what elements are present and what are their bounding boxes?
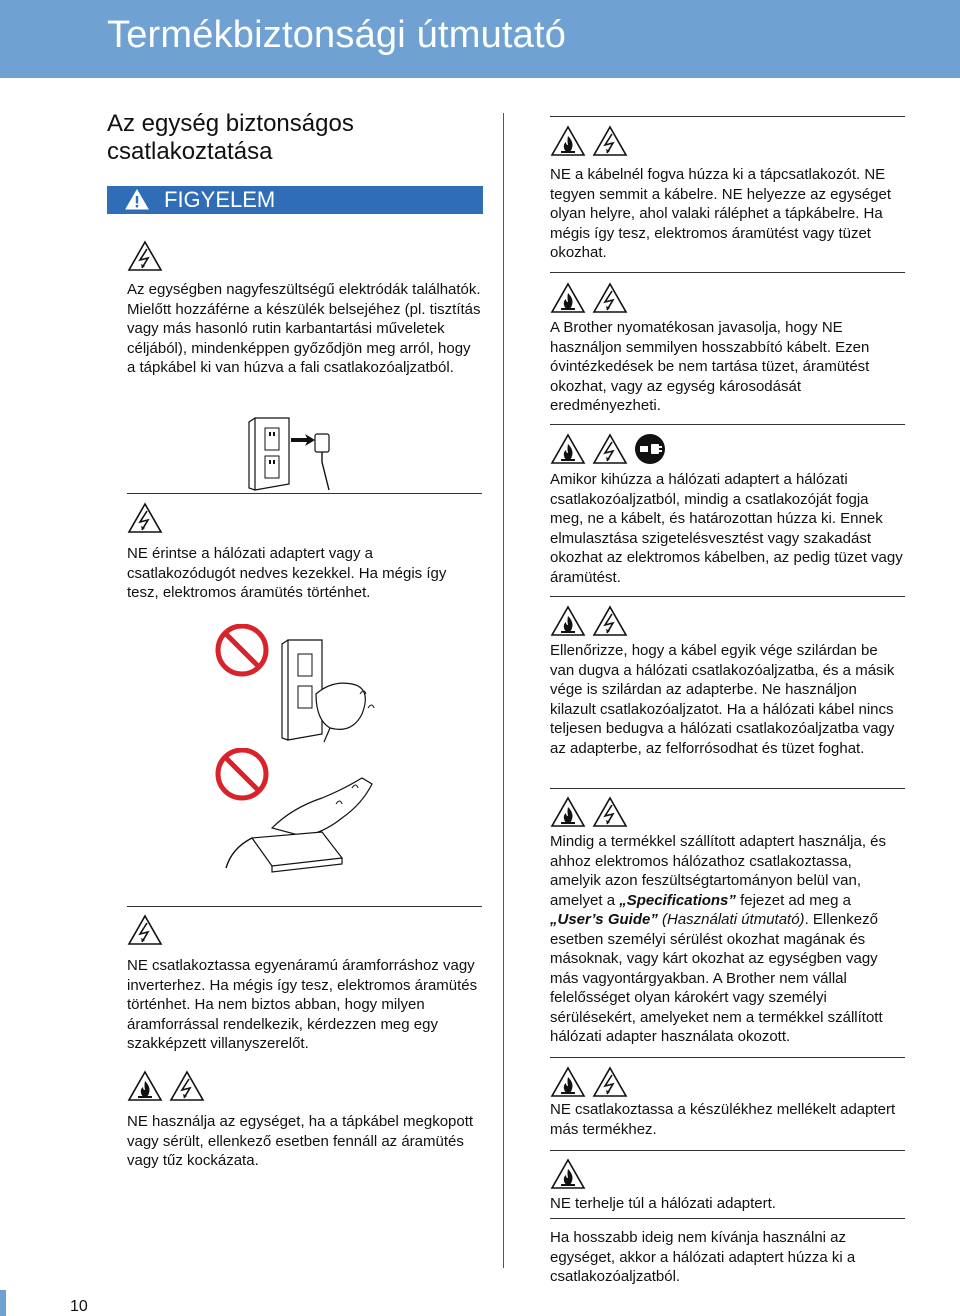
divider — [127, 906, 482, 907]
fire-hazard-icon — [550, 1158, 586, 1190]
divider — [550, 272, 905, 273]
users-guide-hungarian: (Használati útmutató) — [657, 911, 805, 928]
hazard-icons — [550, 433, 666, 465]
right-paragraph-6: NE csatlakoztassa a készülékhez mellékelt adaptert más termékhez. — [550, 1101, 896, 1138]
divider — [550, 1150, 905, 1151]
warning-label: FIGYELEM — [164, 187, 276, 212]
electric-shock-icon — [592, 125, 628, 157]
page-number: 10 — [70, 1298, 88, 1315]
wet-hand-plug-illustration — [212, 624, 392, 744]
hazard-icons — [550, 1158, 586, 1190]
divider — [550, 788, 905, 789]
warning-banner — [107, 186, 483, 214]
specifications-reference: „Specifications” — [619, 891, 736, 909]
left-paragraph-3: NE csatlakoztassa egyenáramú áramforráshoz vagy inverterhez. Ha mégis így tesz, elektromos áramütés történhet. Ha nem biztos abban, hogy milyen áramforrással rendelkezik, kérdezzen meg egy szakképzett villanyszerelőt. — [127, 957, 478, 1052]
electric-shock-icon — [127, 240, 163, 272]
fire-hazard-icon — [550, 1066, 586, 1098]
header-banner — [0, 0, 960, 78]
fire-hazard-icon — [550, 433, 586, 465]
hazard-icons — [127, 502, 163, 534]
electric-shock-icon — [592, 605, 628, 637]
hazard-icons — [550, 1066, 628, 1098]
hazard-icons — [127, 240, 163, 272]
users-guide-reference: „User’s Guide” — [550, 911, 658, 928]
left-paragraph-1: Az egységben nagyfeszültségű elektródák találhatók. Mielőtt hozzáférne a készülék belsejéhez (pl. tisztítás vagy más hasonló rutin karbantartási műveletek céljából), mindenképpen győződjön meg arról, hogy a tápkábel ki van húzva a fali csatlakozóaljzatból. — [127, 281, 481, 376]
divider — [550, 1057, 905, 1058]
hazard-icons — [550, 282, 628, 314]
fire-hazard-icon — [127, 1070, 163, 1102]
electric-shock-icon — [592, 433, 628, 465]
hazard-icons — [550, 605, 628, 637]
section-title: Az egység biztonságos csatlakoztatása — [107, 110, 354, 165]
divider — [550, 596, 905, 597]
electric-shock-icon — [592, 1066, 628, 1098]
unplug-mandatory-icon — [634, 433, 666, 465]
hazard-icons — [550, 125, 628, 157]
unplug-illustration — [245, 414, 365, 494]
electric-shock-icon — [169, 1070, 205, 1102]
right-paragraph-2: A Brother nyomatékosan javasolja, hogy NE használjon semmilyen hosszabbító kábelt. Ezen óvintézkedések be nem tartása tüzet, áramütést okozhat, vagy az egység károsodását eredményezheti. — [550, 319, 870, 414]
right-paragraph-1: NE a kábelnél fogva húzza ki a tápcsatlakozót. NE tegyen semmit a kábelre. NE helyezze az egységet olyan helyre, ahol valaki ráléphet a tápkábelre. Ha mégis így tesz, elektromos áramütést vagy tüzet okozhat. — [550, 166, 892, 261]
right-paragraph-3: Amikor kihúzza a hálózati adaptert a hálózati csatlakozóaljzatból, mindig a csatlakozóját fogja meg, ne a kábelt, és határozottan húzza ki. Ennek elmulasztása szigetelésvesztést vagy szakadást okozhat az elektromos kábelben, az pedig tüzet vagy áramütést. — [550, 471, 903, 586]
fire-hazard-icon — [550, 125, 586, 157]
warning-triangle-icon — [125, 189, 149, 210]
right-paragraph-4: Ellenőrizze, hogy a kábel egyik vége szilárdan be van dugva a hálózati csatlakozóaljzatba, és a másik vége is szilárdan az adapterbe. Ne használjon kilazult csatlakozóaljzatot. Ha a hálózati kábel nincs teljesen bedugva a hálózati csatlakozóaljzatba vagy az adapterbe, az felforrósodhat és tüzet foghat. — [550, 642, 895, 757]
right-paragraph-5 — [550, 832, 905, 1047]
electric-shock-icon — [127, 502, 163, 534]
paragraph-text: fejezet ad meg a — [735, 891, 851, 909]
left-paragraph-2: NE érintse a hálózati adaptert vagy a csatlakozódugót nedves kezekkel. Ha mégis így tesz, elektromos áramütés történhet. — [127, 545, 447, 601]
hazard-icons — [550, 796, 628, 828]
electric-shock-icon — [592, 282, 628, 314]
page-title: Termékbiztonsági útmutató — [107, 14, 567, 56]
fire-hazard-icon — [550, 796, 586, 828]
right-paragraph-7: NE terhelje túl a hálózati adaptert. — [550, 1195, 776, 1212]
hazard-icons — [127, 914, 163, 946]
divider — [550, 1218, 905, 1219]
fire-hazard-icon — [550, 282, 586, 314]
page-tab — [0, 1290, 6, 1316]
right-paragraph-8: Ha hosszabb ideig nem kívánja használni az egységet, akkor a hálózati adaptert húzza ki a csatlakozóaljzatból. — [550, 1229, 856, 1285]
left-paragraph-4: NE használja az egységet, ha a tápkábel megkopott vagy sérült, ellenkező esetben fennáll az áramütés vagy tűz kockázata. — [127, 1113, 474, 1169]
wet-hand-adapter-illustration — [212, 748, 392, 882]
electric-shock-icon — [127, 914, 163, 946]
fire-hazard-icon — [550, 605, 586, 637]
divider — [127, 493, 482, 494]
electric-shock-icon — [592, 796, 628, 828]
column-divider — [503, 113, 504, 1268]
paragraph-text: Mindig a termékkel szállított adaptert használja, és ahhoz elektromos hálózathoz csatlakoztassa, amelyik azon feszültségtartományon belül van, amelyet a — [550, 833, 886, 909]
divider — [550, 116, 905, 117]
paragraph-text: . Ellenkező esetben személyi sérülést okozhat magának és másoknak, vagy kárt okozhat az egységben vagy más vagyontárgyakban. A Brother nem vállal felelősséget olyan károkért vagy személyi sérülésekért, amelyeket nem a termékkel szállított hálózati adapter használata okozott. — [550, 911, 883, 1045]
divider — [550, 424, 905, 425]
hazard-icons — [127, 1070, 205, 1102]
